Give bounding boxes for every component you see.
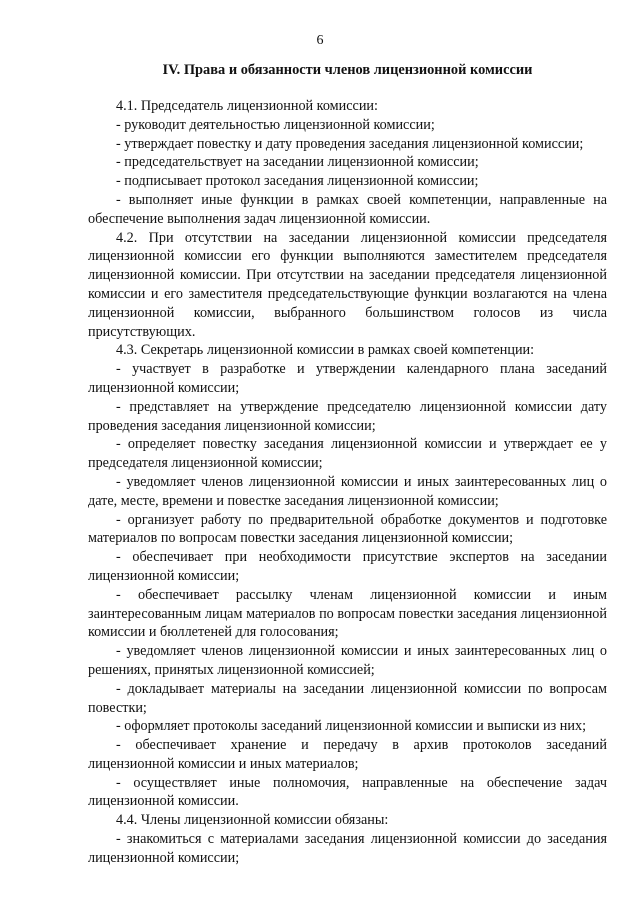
list-item: - обеспечивает хранение и передачу в архив протоколов заседаний лицензионной комиссии и иных материалов; <box>88 737 607 772</box>
paragraph-4-4: 4.4. Члены лицензионной комиссии обязаны: <box>116 812 389 829</box>
paragraph-4-2: 4.2. При отсутствии на заседании лицензионной комиссии председателя лицензионной комиссии его функции выполняются заместителем председателя лицензионной комиссии. При отсутствии на заседании председателя лицензионной комиссии и его заместителя председательствующие функции возлагаются на члена лицензионной комиссии, выбранного большинством голосов из числа присутствующих. <box>88 229 607 340</box>
document-body <box>88 97 607 868</box>
list-item: - оформляет протоколы заседаний лицензионной комиссии и выписки из них; <box>116 718 587 735</box>
list-item: - осуществляет иные полномочия, направленные на обеспечение задач лицензионной комиссии. <box>88 774 607 810</box>
section-heading: IV. Права и обязанности членов лицензионной комиссии <box>162 62 533 78</box>
list-item: - подписывает протокол заседания лицензионной комиссии; <box>116 173 479 190</box>
list-item: - утверждает повестку и дату проведения заседания лицензионной комиссии; <box>116 135 584 152</box>
list-item: - уведомляет членов лицензионной комиссии и иных заинтересованных лиц о решениях, принятых лицензионной комиссией; <box>88 643 607 678</box>
list-item: - руководит деятельностью лицензионной комиссии; <box>116 116 435 133</box>
list-item: - представляет на утверждение председателю лицензионной комиссии дату проведения заседания лицензионной комиссии; <box>88 398 607 434</box>
list-item: - председательствует на заседании лицензионной комиссии; <box>116 154 479 171</box>
list-item: - докладывает материалы на заседании лицензионной комиссии по вопросам повестки; <box>88 680 607 716</box>
list-item: - участвует в разработке и утверждении календарного плана заседаний лицензионной комиссии; <box>88 361 607 396</box>
list-item: - обеспечивает рассылку членам лицензионной комиссии и иным заинтересованным лицам материалов по вопросам повестки заседания лицензионной комиссии и бюллетеней для голосования; <box>88 586 607 641</box>
list-item: - выполняет иные функции в рамках своей компетенции, направленные на обеспечение выполнения задач лицензионной комиссии. <box>88 191 607 227</box>
page-number: 6 <box>316 33 324 48</box>
list-item: - обеспечивает при необходимости присутствие экспертов на заседании лицензионной комиссии; <box>88 549 607 584</box>
paragraph-4-3: 4.3. Секретарь лицензионной комиссии в рамках своей компетенции: <box>116 342 535 359</box>
list-item: - уведомляет членов лицензионной комиссии и иных заинтересованных лиц о дате, месте, времени и повестке заседания лицензионной комиссии; <box>88 473 607 509</box>
list-item: - знакомиться с материалами заседания лицензионной комиссии до заседания лицензионной комиссии; <box>88 831 607 866</box>
list-item: - определяет повестку заседания лицензионной комиссии и утверждает ее у председателя лицензионной комиссии; <box>88 436 607 472</box>
list-item: - организует работу по предварительной обработке документов и подготовке материалов по вопросам повестки заседания лицензионной комиссии; <box>88 511 607 547</box>
paragraph-4-1: 4.1. Председатель лицензионной комиссии: <box>116 98 378 114</box>
